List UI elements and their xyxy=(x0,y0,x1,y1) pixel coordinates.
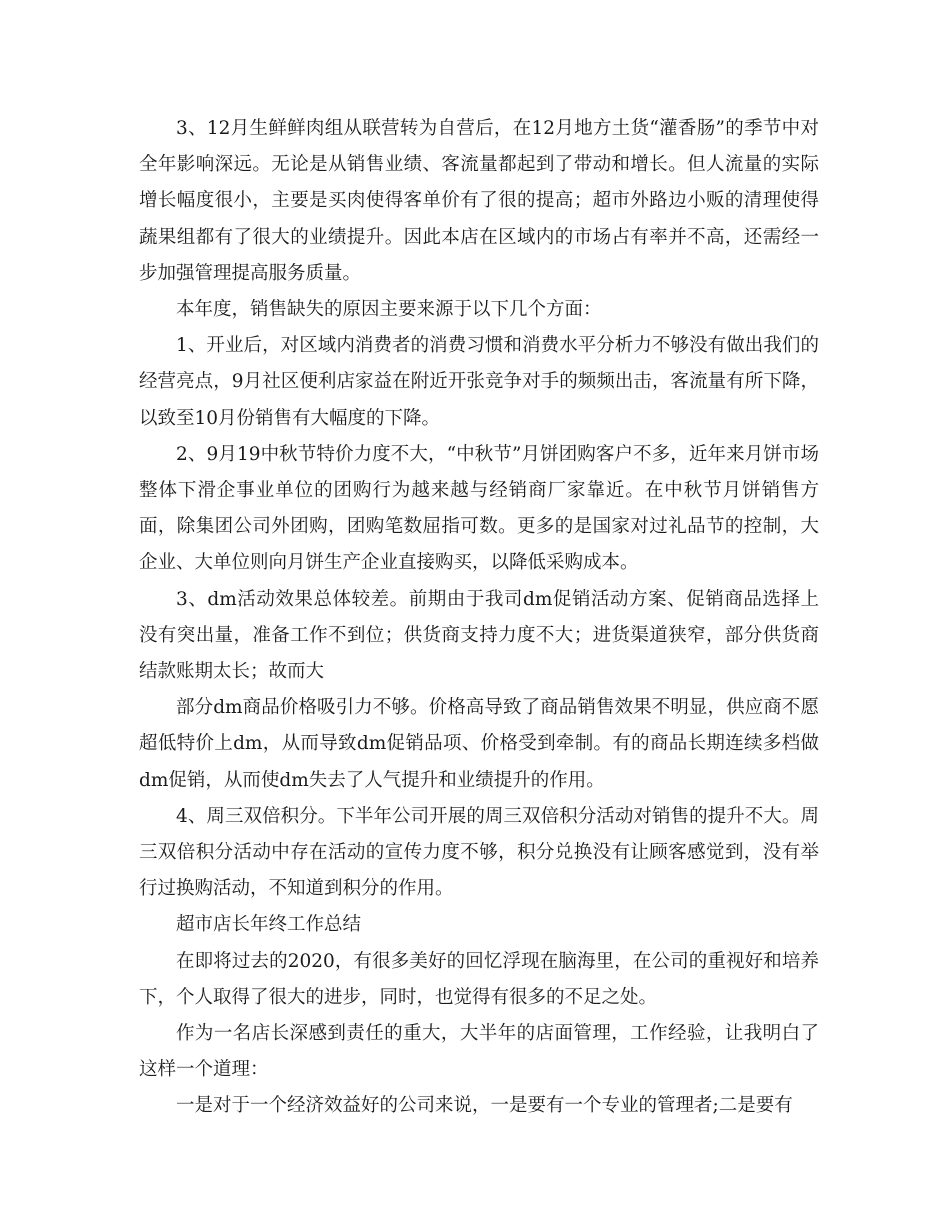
paragraph-company-needs: 一是对于一个经济效益好的公司来说，一是要有一个专业的管理者;二是要有 xyxy=(176,1095,793,1117)
paragraph-reason-2: 2、9月19中秋节特价力度不大，“中秋节”月饼团购客户不多，近年来月饼市场整体下滑企事业单位的团购行为越来越与经销商厂家靠近。在中秋节月饼销售方面，除集团公司外团购，团购笔数屈指可数。更多的是国家对过礼品节的控制，大企业、大单位则向月饼生产企业直接购买，以降低采购成本。 xyxy=(139,443,819,574)
paragraph-reason-3-continued: 部分dm商品价格吸引力不够。价格高导致了商品销售效果不明显，供应商不愿超低特价上dm，从而导致dm促销品项、价格受到牵制。有的商品长期连续多档做dm促销，从而使dm失去了人气提升和业绩提升的作用。 xyxy=(139,697,819,791)
paragraph-year-review: 在即将过去的2020，有很多美好的回忆浮现在脑海里，在公司的重视好和培养下，个人取得了很大的进步，同时，也觉得有很多的不足之处。 xyxy=(139,950,819,1008)
document-body xyxy=(139,111,819,1125)
paragraph-reason-1: 1、开业后，对区域内消费者的消费习惯和消费水平分析力不够没有做出我们的经营亮点，9月社区便利店家益在附近开张竞争对手的频频出击，客流量有所下降，以致至10月份销售有大幅度的下降。 xyxy=(139,335,819,429)
paragraph-fresh-meat: 3、12月生鲜鲜肉组从联营转为自营后，在12月地方土货“灌香肠”的季节中对全年影响深远。无论是从销售业绩、客流量都起到了带动和增长。但人流量的实际增长幅度很小，主要是买肉使得客单价有了很的提高；超市外路边小贩的清理使得蔬果组都有了很大的业绩提升。因此本店在区域内的市场占有率并不高，还需经一步加强管理提高服务质量。 xyxy=(139,118,819,284)
paragraph-reason-3: 3、dm活动效果总体较差。前期由于我司dm促销活动方案、促销商品选择上没有突出量，准备工作不到位；供货商支持力度不大；进货渠道狭窄，部分供货商结款账期太长；故而大 xyxy=(139,588,819,683)
paragraph-reason-4: 4、周三双倍积分。下半年公司开展的周三双倍积分活动对销售的提升不大。周三双倍积分活动中存在活动的宣传力度不够，积分兑换没有让顾客感觉到，没有举行过换购活动，不知道到积分的作用。 xyxy=(139,805,819,900)
paragraph-loss-reasons-intro: 本年度，销售缺失的原因主要来源于以下几个方面： xyxy=(176,299,602,321)
section-heading: 超市店长年终工作总结 xyxy=(176,914,362,936)
paragraph-manager-responsibility: 作为一名店长深感到责任的重大，大半年的店面管理，工作经验，让我明白了这样一个道理： xyxy=(139,1023,819,1081)
